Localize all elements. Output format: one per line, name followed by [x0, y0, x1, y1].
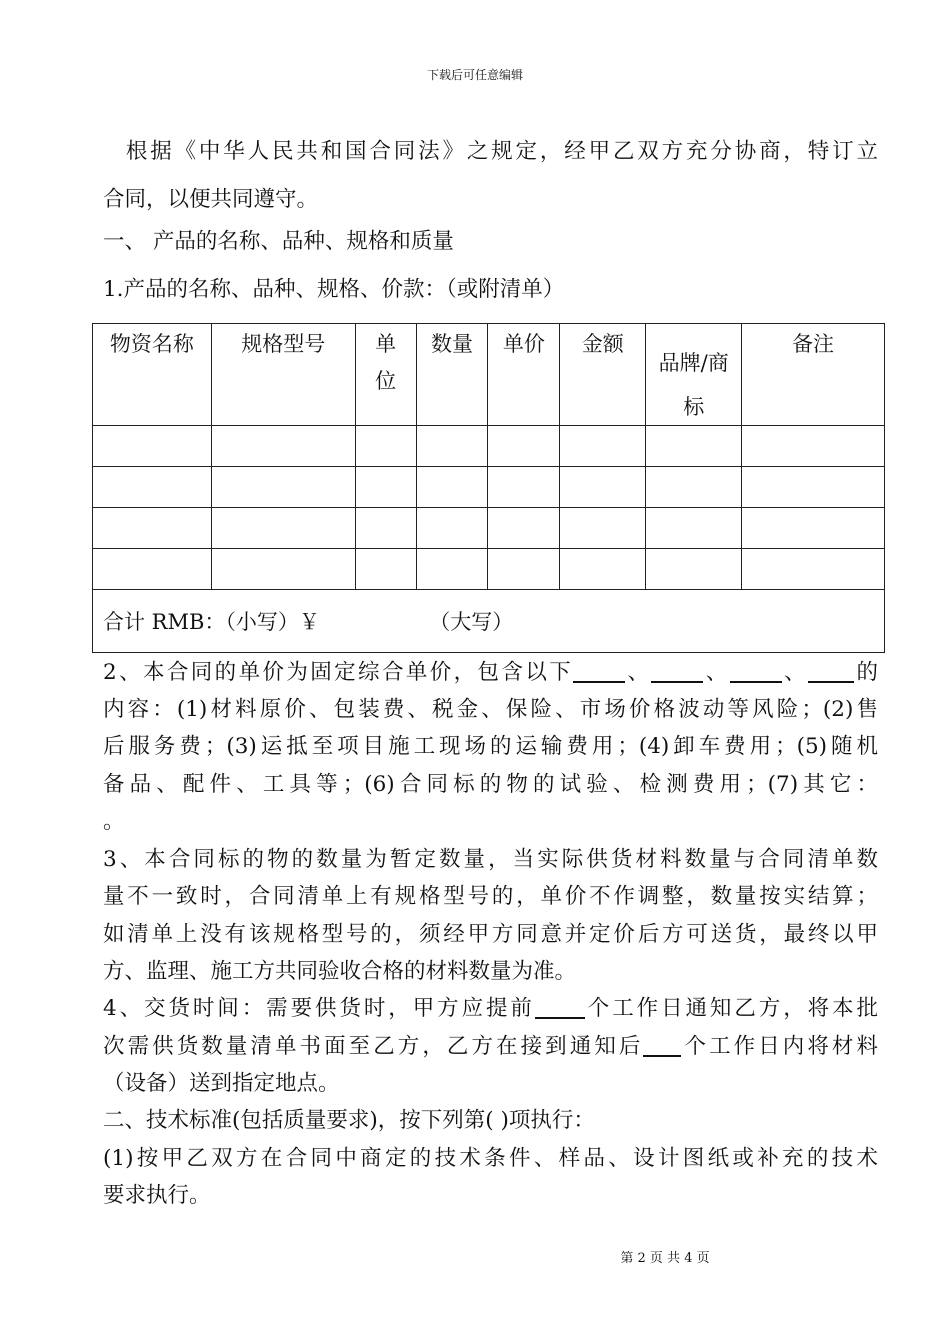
- goods-table: [92, 323, 885, 653]
- section-1-title: 一、 产品的名称、品种、规格和质量: [103, 229, 454, 254]
- table-row: [93, 508, 885, 549]
- total-upper-label: （大写）: [429, 610, 514, 634]
- page-header-note: 下载后可任意编辑: [426, 68, 523, 82]
- clause-4-line-2: 次需供货数量清单书面至乙方，乙方在接到通知后 个工作日内将材料: [103, 1034, 878, 1059]
- section-2-line-2: 要求执行。: [103, 1183, 211, 1208]
- col-header-unit: 单 位: [355, 324, 416, 426]
- clause-2-line-4: 备品、配件、工具等；(6)合同标的物的试验、检测费用；(7)其它：: [103, 772, 878, 797]
- col-header-brand: 品牌/商 标: [646, 324, 742, 426]
- section-2-line-1: (1)按甲乙双方在合同中商定的技术条件、样品、设计图纸或补充的技术: [103, 1146, 878, 1171]
- clause-4-line-3: （设备）送到指定地点。: [103, 1071, 340, 1096]
- table-total-row: [93, 590, 885, 653]
- clause-2-line-3: 后服务费；(3)运抵至项目施工现场的运输费用；(4)卸车费用；(5)随机: [103, 734, 878, 759]
- table-row: [93, 549, 885, 590]
- col-header-amount: 金额: [560, 324, 646, 426]
- intro-line-1: 根据《中华人民共和国合同法》之规定，经甲乙双方充分协商，特订立: [123, 139, 878, 164]
- col-header-remark: 备注: [742, 324, 885, 426]
- col-header-spec: 规格型号: [211, 324, 355, 426]
- clause-3-line-3: 如清单上没有该规格型号的，须经甲方同意并定价后方可送货，最终以甲: [103, 922, 878, 947]
- table-header-row: [93, 324, 885, 426]
- table-row: [93, 426, 885, 467]
- col-header-price: 单价: [488, 324, 560, 426]
- clause-3-line-1: 3、本合同标的物的数量为暂定数量，当实际供货材料数量与合同清单数: [103, 847, 878, 872]
- page-number: 第 2 页 共 4 页: [620, 1251, 710, 1266]
- section-2-title: 二、技术标准(包括质量要求)，按下列第( )项执行：: [103, 1108, 595, 1133]
- clause-2-line-2: 内容：(1)材料原价、包装费、税金、保险、市场价格波动等风险；(2)售: [103, 697, 878, 722]
- total-label: 合计 RMB：（小写）￥: [103, 610, 320, 634]
- clause-2-line-5: 。: [103, 809, 125, 834]
- clause-2-line-1: 2、本合同的单价为固定综合单价，包含以下 、 、 、 的: [103, 660, 878, 685]
- intro-line-2: 合同，以便共同遵守。: [103, 187, 319, 212]
- col-header-qty: 数量: [416, 324, 488, 426]
- clause-3-line-2: 量不一致时，合同清单上有规格型号的，单价不作调整，数量按实结算；: [103, 884, 878, 909]
- section-1-item-1: 1.产品的名称、品种、规格、价款：（或附清单）: [103, 277, 565, 302]
- table-row: [93, 467, 885, 508]
- total-cell: [93, 590, 885, 653]
- col-header-name: 物资名称: [93, 324, 212, 426]
- clause-4-line-1: 4、交货时间：需要供货时，甲方应提前 个工作日通知乙方，将本批: [103, 996, 878, 1021]
- clause-3-line-4: 方、监理、施工方共同验收合格的材料数量为准。: [103, 959, 577, 984]
